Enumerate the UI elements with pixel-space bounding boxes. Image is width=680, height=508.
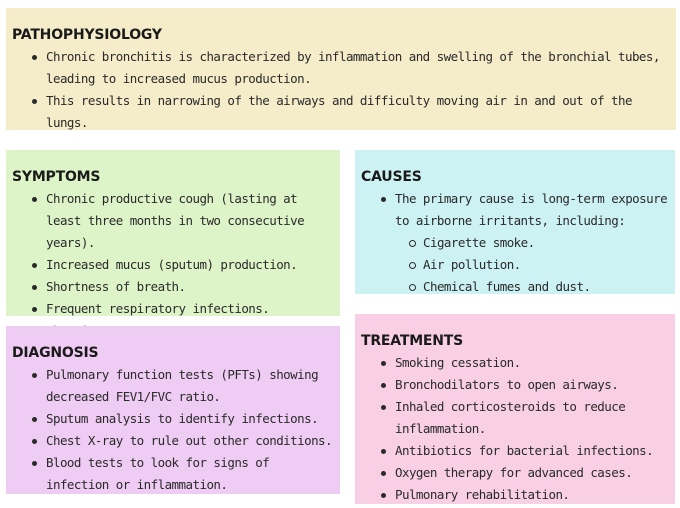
causes-sublist: [361, 232, 669, 298]
diagnosis-card: [6, 326, 340, 494]
list-item: Bronchodilators to open airways.: [395, 374, 669, 396]
list-item: Shortness of breath.: [46, 276, 334, 298]
treatments-card: [355, 314, 675, 504]
list-item: Increased mucus (sputum) production.: [46, 254, 334, 276]
list-item: The primary cause is long-term exposure to airborne irritants, including:: [395, 188, 669, 232]
causes-card: [355, 150, 675, 294]
symptoms-list: [12, 188, 334, 342]
causes-title: CAUSES: [361, 169, 422, 185]
diagnosis-list: [12, 364, 334, 496]
list-item: Pulmonary rehabilitation.: [395, 484, 669, 506]
causes-list: [361, 188, 669, 232]
list-item: Smoking cessation.: [395, 352, 669, 374]
list-item: Inhaled corticosteroids to reduce inflammation.: [395, 396, 669, 440]
list-item: Chronic productive cough (lasting at least three months in two consecutive years).: [46, 188, 334, 254]
symptoms-card: [6, 150, 340, 316]
list-item: Oxygen therapy for advanced cases.: [395, 462, 669, 484]
list-item: Pulmonary function tests (PFTs) showing decreased FEV1/FVC ratio.: [46, 364, 334, 408]
symptoms-title: SYMPTOMS: [12, 169, 101, 185]
diagnosis-title: DIAGNOSIS: [12, 345, 99, 361]
list-item: Frequent respiratory infections.: [46, 298, 334, 320]
list-item: Chronic bronchitis is characterized by inflammation and swelling of the bronchial tubes, leading to increased mucus production.: [46, 46, 670, 90]
pathophysiology-list: [12, 46, 670, 134]
pathophysiology-card: [6, 8, 676, 130]
sub-list-item: Cigarette smoke.: [423, 232, 669, 254]
pathophysiology-title: PATHOPHYSIOLOGY: [12, 27, 162, 43]
treatments-title: TREATMENTS: [361, 333, 464, 349]
list-item: This results in narrowing of the airways and difficulty moving air in and out of the lungs.: [46, 90, 670, 134]
list-item: Blood tests to look for signs of infection or inflammation.: [46, 452, 334, 496]
sub-list-item: Chemical fumes and dust.: [423, 276, 669, 298]
list-item: Antibiotics for bacterial infections.: [395, 440, 669, 462]
list-item: Chest X-ray to rule out other conditions.: [46, 430, 334, 452]
list-item: Sputum analysis to identify infections.: [46, 408, 334, 430]
treatments-list: [361, 352, 669, 506]
sub-list-item: Air pollution.: [423, 254, 669, 276]
